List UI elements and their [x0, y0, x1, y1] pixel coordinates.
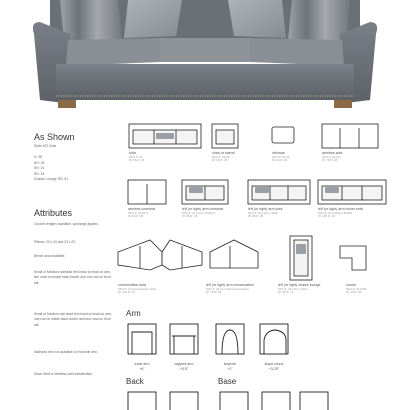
armless-loveseat-diagram [128, 180, 166, 204]
attr-custom-lengths: Custom lengths available, upcharge applies. [34, 222, 99, 226]
attr-welt: Sewn Welt or Weltless with saddlestitch [34, 372, 92, 376]
attr-bench-seat: Bench seat available. [34, 254, 66, 258]
ottoman-diagram [272, 127, 294, 143]
base-section-title: Base [218, 377, 237, 386]
caption-arm-loveseat: left (or right) arm loveseat SKU #: 22-LALS or RALS W: 66 D: 45 [182, 207, 223, 219]
dim-sd: SD: 24 [34, 171, 45, 176]
attr-pillows: Pillows: 20 x 20 and 23 x 23 [34, 240, 76, 244]
attributes-title: Attributes [34, 208, 73, 218]
chaise-lounge-diagram [290, 236, 312, 280]
arm-caption-capped: capped arm +5.5" [174, 362, 194, 371]
attr-nailhead-1: Small or Medium nailhead trim head to head on arm, two rows on inside back border and one row on front rail. [34, 270, 111, 285]
arm-style-diagrams [128, 324, 288, 354]
back-section-title: Back [126, 377, 144, 386]
caption-chair: chair or swivel SKU #: 22-39 W: 36 D: 45 [212, 151, 235, 163]
caption-arm-sofa: left (or right) arm sofa SKU #: 22-LAS or RAS W: 86 D: 45 [248, 207, 283, 219]
corner-diagram [340, 246, 366, 270]
caption-conversation-sofa: conversation sofa SKU #: 22 Conversation Sofa W: 154 D: 53 [118, 283, 156, 295]
arm-section-title: Arm [126, 309, 141, 318]
attr-nailhead-2: Small or Medium nail head trim head to head on arm, one row on inside back border and two rows on front rail. [34, 312, 112, 327]
dim-h: H: 38 [34, 155, 43, 159]
caption-chaise-lounge: left (or right) chaise lounge SKU #: 22 LAC or RAC W: 35 D: 73 [278, 283, 321, 295]
caption-armless-sofa: armless sofa SKU #: 22-AS W: 79 D: 45 [322, 151, 343, 163]
chair-diagram [212, 124, 238, 148]
conversation-sofa-diagram [118, 240, 202, 270]
as-shown-title: As Shown [34, 132, 75, 142]
caption-ottoman: ottoman SKU #: 22-31 W: 33 D: 23 [272, 151, 290, 163]
arm-conversation-diagram [210, 240, 258, 268]
caption-corner: corner SKU #: 22-COR W: 45 D: 45 [346, 283, 367, 295]
style-line: Style #22 Sofa [34, 144, 57, 148]
caption-arm-conversation: left (or right) arm conversation SKU #: 22 LA or RA Conversation W: 70 D: 53 [206, 283, 254, 295]
caption-arm-return-sofa: left (or right) arm return sofa SKU #: 22-LARS or RARS W: 106 D: 45 [318, 207, 363, 219]
arm-caption-keyhole: keyhole +1" [223, 362, 237, 371]
caption-armless-loveseat: armless loveseat SKU #: 22-ALS W: 52 D: 45 [128, 207, 155, 219]
dim-ah: AH: 25 [34, 160, 45, 165]
back-base-diagrams [128, 392, 328, 410]
arm-caption-track: track arm +6" [134, 362, 150, 371]
arm-loveseat-diagram [182, 180, 228, 204]
armless-sofa-diagram [322, 124, 378, 148]
caption-sofa: sofa SKU #: 22 W: 96 D: 45 [129, 151, 145, 163]
dim-sh: SH: 21 [34, 166, 45, 171]
attr-nailhead-keyhole: Nailhead trim not available on Keyhole arm. [34, 350, 98, 354]
arm-caption-slope-round: slope round +3.25" [264, 362, 284, 371]
dim-chaise-sd: Chaise Lounge SD: 51 [34, 177, 69, 182]
